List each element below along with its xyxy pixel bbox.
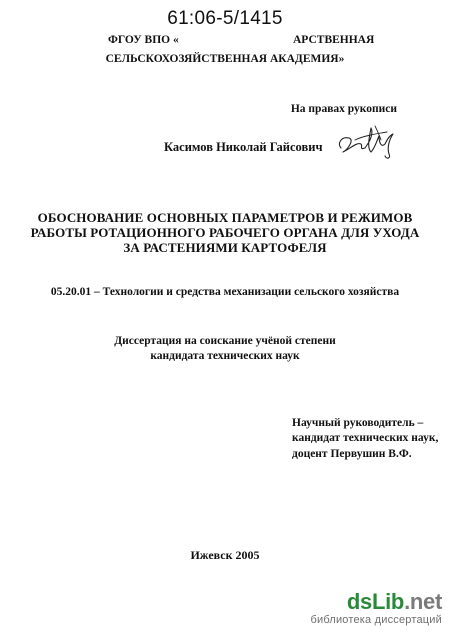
watermark-subtitle: библиотека диссертаций <box>310 614 442 626</box>
degree-line: Диссертация на соискание учёной степени <box>114 335 336 347</box>
organization-line-1-right: АРСТВЕННАЯ <box>293 34 375 46</box>
dissertation-title-line: РАБОТЫ РОТАЦИОННОГО РАБОЧЕГО ОРГАНА ДЛЯ УХОДА <box>30 225 420 240</box>
author-name: Касимов Николай Гайсович <box>164 140 323 154</box>
watermark-logo-part1: dsLib <box>346 589 405 614</box>
advisor-line: кандидат технических наук, <box>292 432 439 444</box>
organization-line-2: СЕЛЬСКОХОЗЯЙСТВЕННАЯ АКАДЕМИЯ» <box>105 53 345 65</box>
rights-note: На правах рукописи <box>290 103 397 115</box>
archive-stamp: 61:06-5/1415 <box>167 8 283 29</box>
dslib-watermark[interactable] <box>310 591 442 626</box>
specialty-code: 05.20.01 – Технологии и средства механизации сельского хозяйства <box>50 286 400 298</box>
degree-line: кандидата технических наук <box>150 350 300 362</box>
watermark-logo-part2: .net <box>404 589 442 614</box>
watermark-logo <box>310 591 442 613</box>
advisor-line: доцент Первушин В.Ф. <box>292 448 412 460</box>
dissertation-title-line: ЗА РАСТЕНИЯМИ КАРТОФЕЛЯ <box>123 240 327 255</box>
organization-line-1-left: ФГОУ ВПО « <box>108 34 179 46</box>
handwritten-signature <box>335 118 403 160</box>
dissertation-title-line: ОБОСНОВАНИЕ ОСНОВНЫХ ПАРАМЕТРОВ И РЕЖИМОВ <box>37 210 413 225</box>
city-year: Ижевск 2005 <box>190 548 260 562</box>
advisor-line: Научный руководитель – <box>292 417 424 429</box>
